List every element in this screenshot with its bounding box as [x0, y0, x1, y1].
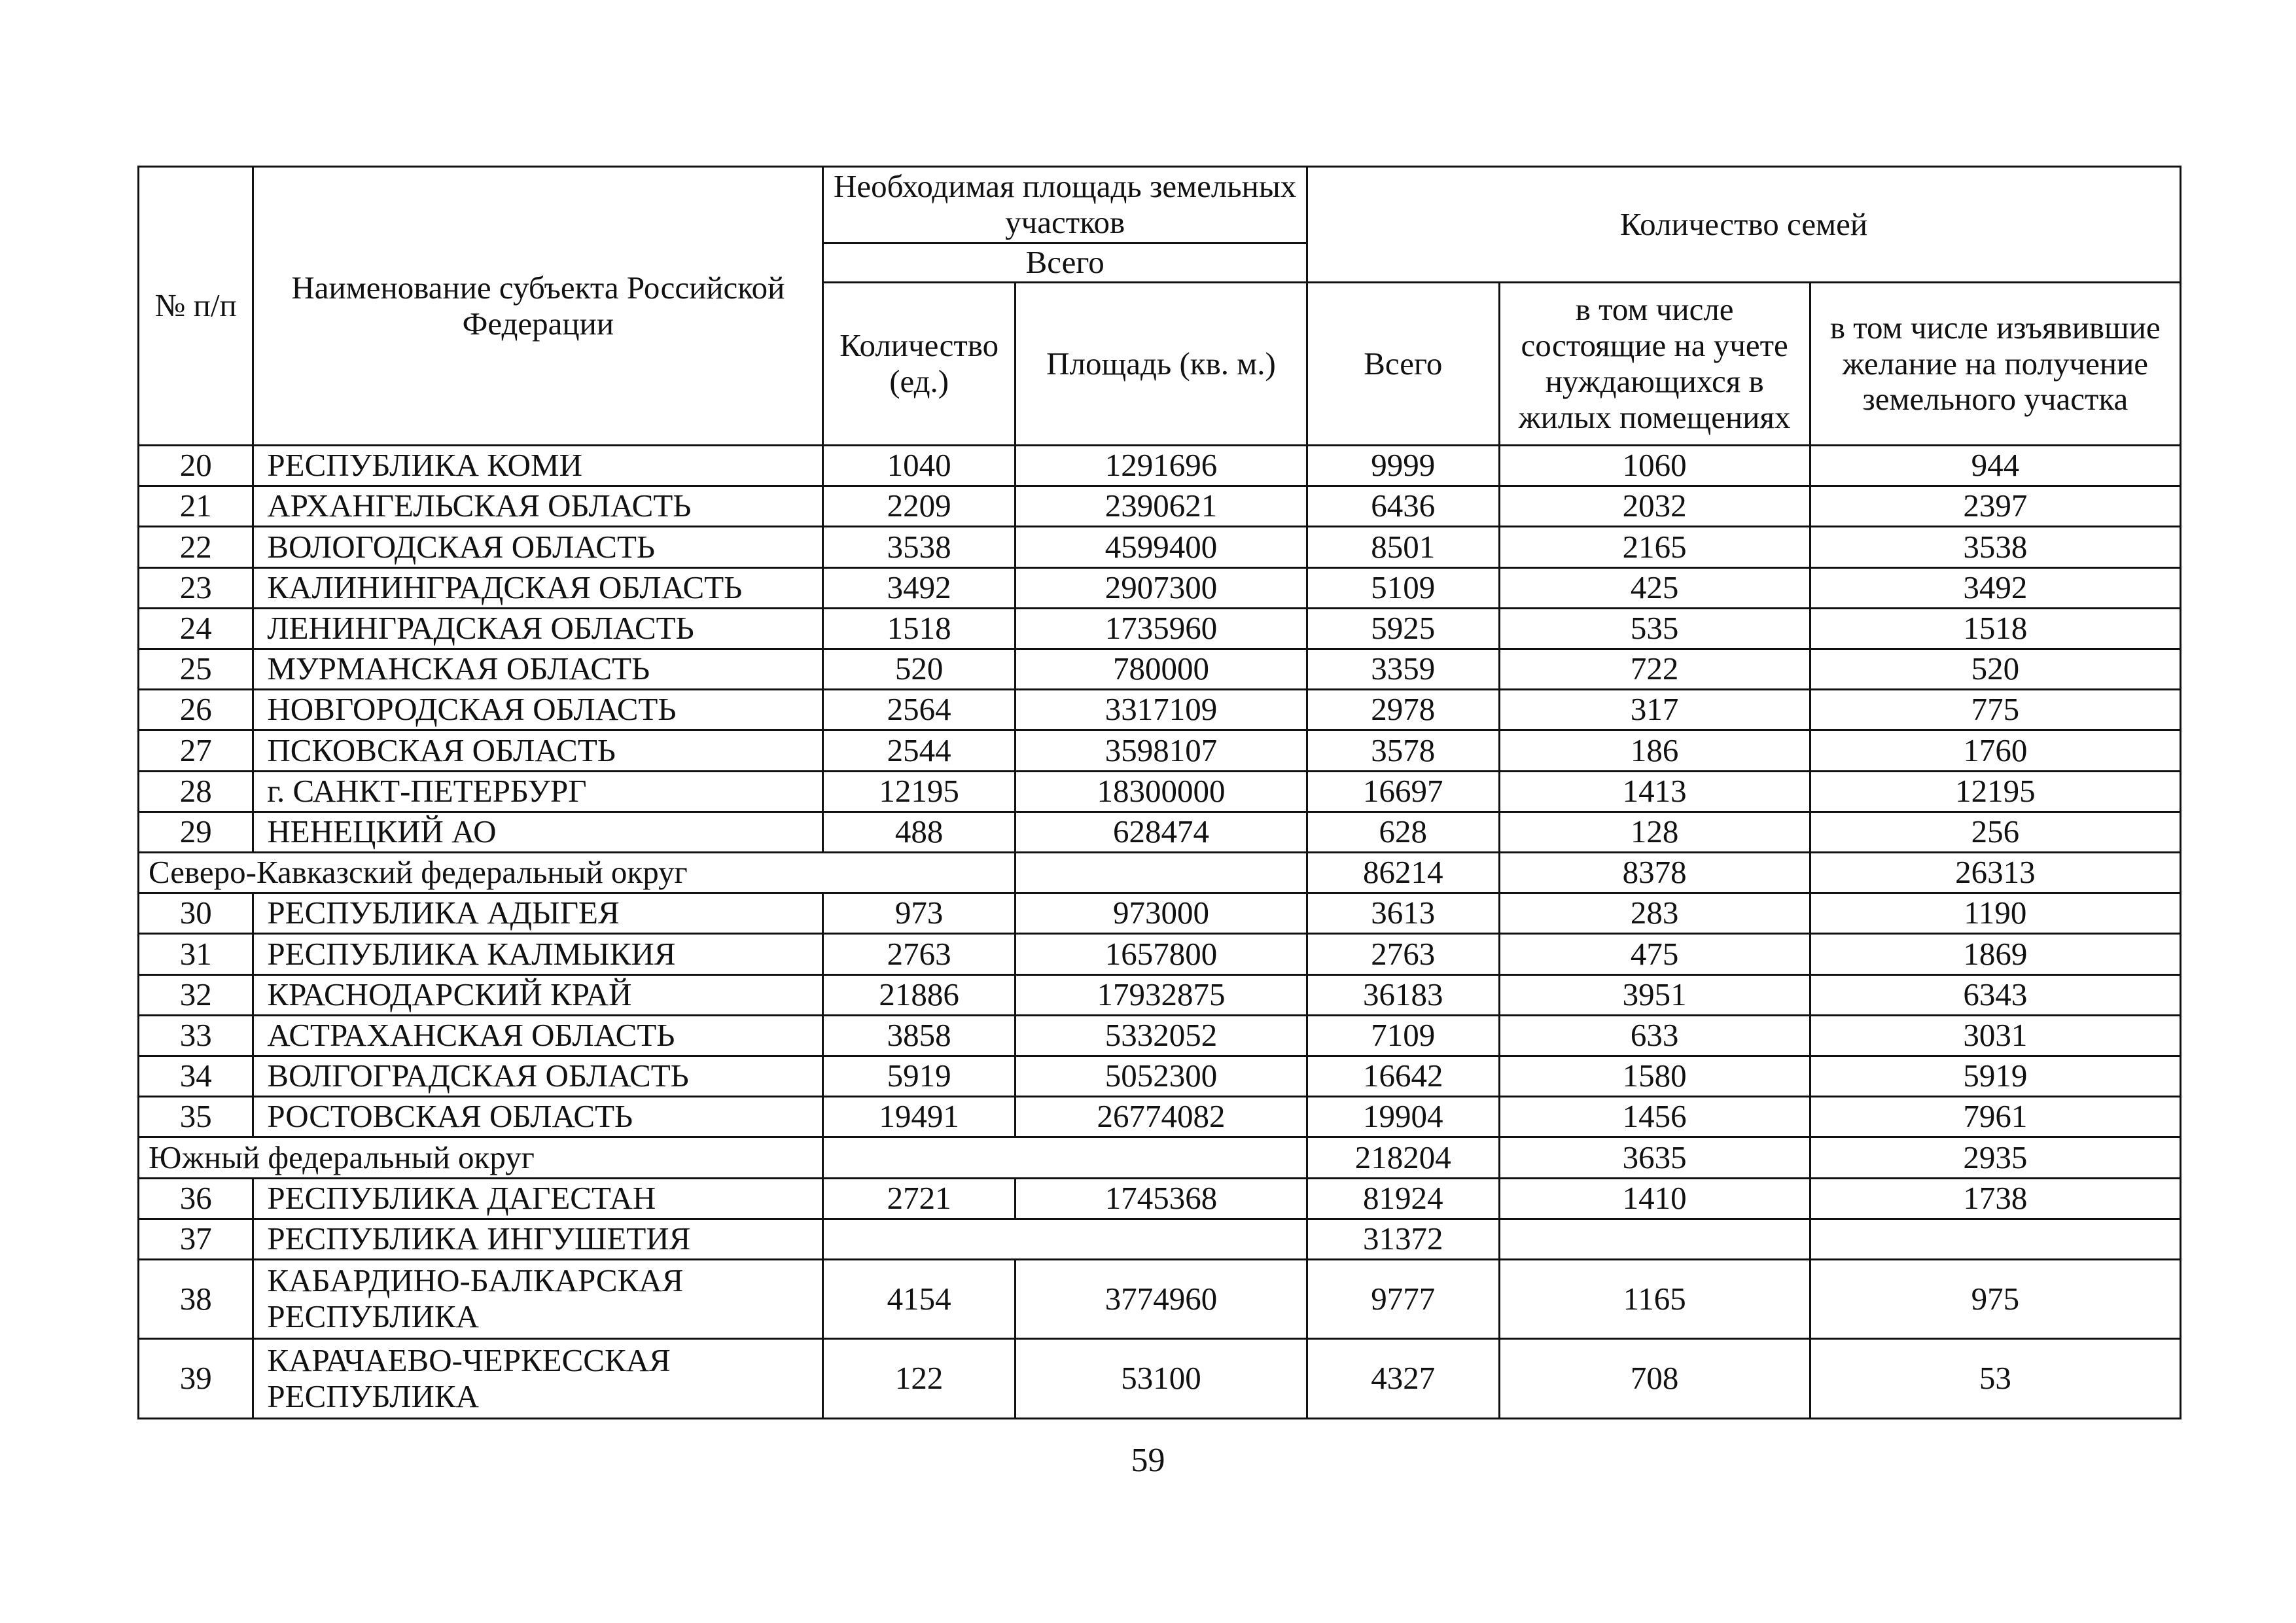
families-wishing-cell: 53 [1810, 1339, 2180, 1419]
area-count-cell: 2763 [823, 934, 1016, 974]
families-registered-cell: 535 [1499, 608, 1810, 649]
region-name-cell: ПСКОВСКАЯ ОБЛАСТЬ [253, 730, 823, 771]
families-wishing-cell: 3031 [1810, 1015, 2180, 1056]
families-total-cell: 3578 [1307, 730, 1499, 771]
region-name-cell: КРАСНОДАРСКИЙ КРАЙ [253, 974, 823, 1015]
region-name-cell: РЕСПУБЛИКА ДАГЕСТАН [253, 1178, 823, 1219]
region-name-cell: РЕСПУБЛИКА АДЫГЕЯ [253, 893, 823, 934]
area-count-cell: 1518 [823, 608, 1016, 649]
families-total-cell: 3359 [1307, 649, 1499, 690]
region-name-cell: ВОЛГОГРАДСКАЯ ОБЛАСТЬ [253, 1056, 823, 1097]
table-row [139, 730, 2181, 771]
row-number-cell: 37 [139, 1219, 253, 1259]
families-wishing-cell [1810, 1219, 2180, 1259]
area-count-cell: 488 [823, 812, 1016, 852]
table-row [139, 934, 2181, 974]
families-total-cell: 6436 [1307, 486, 1499, 527]
families-total-cell: 86214 [1307, 853, 1499, 893]
families-wishing-cell: 3538 [1810, 527, 2180, 567]
families-total-cell: 31372 [1307, 1219, 1499, 1259]
table-row [139, 1056, 2181, 1097]
area-count-cell: 4154 [823, 1260, 1016, 1339]
families-wishing-cell: 6343 [1810, 974, 2180, 1015]
area-sqm-cell: 2907300 [1015, 567, 1307, 608]
table-row [139, 527, 2181, 567]
row-number-cell: 20 [139, 446, 253, 486]
header-families-wishing: в том числе изъявившие желание на получение земельного участка [1810, 283, 2180, 446]
page-number: 59 [1131, 1442, 1165, 1479]
table-row [139, 486, 2181, 527]
families-total-cell: 8501 [1307, 527, 1499, 567]
families-registered-cell: 425 [1499, 567, 1810, 608]
families-wishing-cell: 2397 [1810, 486, 2180, 527]
area-sqm-cell: 5052300 [1015, 1056, 1307, 1097]
header-area-total: Всего [823, 243, 1307, 283]
table-row [139, 1015, 2181, 1056]
families-wishing-cell: 2935 [1810, 1137, 2180, 1178]
section-area-empty [1015, 853, 1307, 893]
families-total-cell: 5109 [1307, 567, 1499, 608]
families-registered-cell: 1410 [1499, 1178, 1810, 1219]
families-registered-cell: 722 [1499, 649, 1810, 690]
families-wishing-cell: 3492 [1810, 567, 2180, 608]
table-row [139, 1260, 2181, 1339]
area-sqm-cell: 628474 [1015, 812, 1307, 852]
area-sqm-cell: 3598107 [1015, 730, 1307, 771]
area-sqm-cell: 17932875 [1015, 974, 1307, 1015]
row-number-cell: 31 [139, 934, 253, 974]
families-total-cell: 16642 [1307, 1056, 1499, 1097]
families-total-cell: 16697 [1307, 771, 1499, 812]
header-families-total: Всего [1307, 283, 1499, 446]
families-wishing-cell: 5919 [1810, 1056, 2180, 1097]
area-count-cell: 5919 [823, 1056, 1016, 1097]
area-count-cell: 520 [823, 649, 1016, 690]
families-wishing-cell: 1760 [1810, 730, 2180, 771]
table-row [139, 690, 2181, 730]
area-count-cell: 2564 [823, 690, 1016, 730]
families-registered-cell: 1413 [1499, 771, 1810, 812]
families-total-cell: 19904 [1307, 1097, 1499, 1137]
families-total-cell: 2763 [1307, 934, 1499, 974]
row-number-cell: 24 [139, 608, 253, 649]
area-sqm-cell: 3774960 [1015, 1260, 1307, 1339]
area-count-cell: 3492 [823, 567, 1016, 608]
families-wishing-cell: 1190 [1810, 893, 2180, 934]
header-area-sqm: Площадь (кв. м.) [1015, 283, 1307, 446]
families-wishing-cell: 256 [1810, 812, 2180, 852]
header-area-count: Количество (ед.) [823, 283, 1016, 446]
header-families-registered: в том числе состоящие на учете нуждающихся в жилых помещениях [1499, 283, 1810, 446]
region-name-cell: КАРАЧАЕВО-ЧЕРКЕССКАЯ РЕСПУБЛИКА [253, 1339, 823, 1419]
families-registered-cell: 2032 [1499, 486, 1810, 527]
row-number-cell: 36 [139, 1178, 253, 1219]
region-name-cell: РЕСПУБЛИКА КАЛМЫКИЯ [253, 934, 823, 974]
families-registered-cell: 1165 [1499, 1260, 1810, 1339]
families-wishing-cell: 975 [1810, 1260, 2180, 1339]
region-name-cell: НЕНЕЦКИЙ АО [253, 812, 823, 852]
families-total-cell: 628 [1307, 812, 1499, 852]
families-registered-cell: 1060 [1499, 446, 1810, 486]
row-number-cell: 32 [139, 974, 253, 1015]
region-name-cell: КАБАРДИНО-БАЛКАРСКАЯ РЕСПУБЛИКА [253, 1260, 823, 1339]
region-name-cell: ЛЕНИНГРАДСКАЯ ОБЛАСТЬ [253, 608, 823, 649]
header-name: Наименование субъекта Российской Федерации [253, 167, 823, 446]
families-total-cell: 7109 [1307, 1015, 1499, 1056]
families-wishing-cell: 775 [1810, 690, 2180, 730]
area-sqm-cell: 2390621 [1015, 486, 1307, 527]
families-wishing-cell: 1869 [1810, 934, 2180, 974]
table-row [139, 1219, 2181, 1259]
region-name-cell: г. САНКТ-ПЕТЕРБУРГ [253, 771, 823, 812]
row-number-cell: 21 [139, 486, 253, 527]
header-families-group: Количество семей [1307, 167, 2180, 283]
row-number-cell: 25 [139, 649, 253, 690]
families-total-cell: 9777 [1307, 1260, 1499, 1339]
families-wishing-cell: 1738 [1810, 1178, 2180, 1219]
row-number-cell: 34 [139, 1056, 253, 1097]
families-wishing-cell: 944 [1810, 446, 2180, 486]
table-row [139, 1097, 2181, 1137]
section-name: Южный федеральный округ [139, 1137, 823, 1178]
row-number-cell: 35 [139, 1097, 253, 1137]
row-number-cell: 26 [139, 690, 253, 730]
row-number-cell: 27 [139, 730, 253, 771]
area-count-cell: 2544 [823, 730, 1016, 771]
area-sqm-cell: 53100 [1015, 1339, 1307, 1419]
families-registered-cell: 633 [1499, 1015, 1810, 1056]
header-area-group: Необходимая площадь земельных участков [823, 167, 1307, 243]
region-name-cell: КАЛИНИНГРАДСКАЯ ОБЛАСТЬ [253, 567, 823, 608]
table-row [139, 608, 2181, 649]
area-sqm-cell: 780000 [1015, 649, 1307, 690]
area-count-cell: 2209 [823, 486, 1016, 527]
table-row [139, 974, 2181, 1015]
table-row [139, 446, 2181, 486]
row-number-cell: 22 [139, 527, 253, 567]
table-row [139, 1178, 2181, 1219]
area-sqm-cell: 4599400 [1015, 527, 1307, 567]
row-number-cell: 28 [139, 771, 253, 812]
area-sqm-cell: 3317109 [1015, 690, 1307, 730]
row-number-cell: 33 [139, 1015, 253, 1056]
area-count-cell: 1040 [823, 446, 1016, 486]
families-registered-cell [1499, 1219, 1810, 1259]
row-number-cell: 23 [139, 567, 253, 608]
area-count-cell: 3858 [823, 1015, 1016, 1056]
families-registered-cell: 1456 [1499, 1097, 1810, 1137]
region-name-cell: АСТРАХАНСКАЯ ОБЛАСТЬ [253, 1015, 823, 1056]
families-registered-cell: 3635 [1499, 1137, 1810, 1178]
families-registered-cell: 708 [1499, 1339, 1810, 1419]
table-row [139, 893, 2181, 934]
section-row [139, 1137, 2181, 1178]
families-registered-cell: 317 [1499, 690, 1810, 730]
header-num: № п/п [139, 167, 253, 446]
area-count-cell: 973 [823, 893, 1016, 934]
families-registered-cell: 283 [1499, 893, 1810, 934]
families-wishing-cell: 12195 [1810, 771, 2180, 812]
row-number-cell: 39 [139, 1339, 253, 1419]
area-sqm-cell: 18300000 [1015, 771, 1307, 812]
families-total-cell: 9999 [1307, 446, 1499, 486]
row-number-cell: 29 [139, 812, 253, 852]
section-area-empty [823, 1137, 1307, 1178]
families-registered-cell: 2165 [1499, 527, 1810, 567]
families-registered-cell: 8378 [1499, 853, 1810, 893]
region-name-cell: РЕСПУБЛИКА КОМИ [253, 446, 823, 486]
families-total-cell: 36183 [1307, 974, 1499, 1015]
area-count-cell: 21886 [823, 974, 1016, 1015]
families-wishing-cell: 1518 [1810, 608, 2180, 649]
row-number-cell: 38 [139, 1260, 253, 1339]
area-empty-cell [823, 1219, 1307, 1259]
area-sqm-cell: 973000 [1015, 893, 1307, 934]
region-name-cell: МУРМАНСКАЯ ОБЛАСТЬ [253, 649, 823, 690]
families-registered-cell: 3951 [1499, 974, 1810, 1015]
table-body [139, 446, 2181, 1419]
families-wishing-cell: 7961 [1810, 1097, 2180, 1137]
families-wishing-cell: 520 [1810, 649, 2180, 690]
area-count-cell: 3538 [823, 527, 1016, 567]
area-sqm-cell: 26774082 [1015, 1097, 1307, 1137]
families-registered-cell: 475 [1499, 934, 1810, 974]
area-count-cell: 12195 [823, 771, 1016, 812]
area-count-cell: 122 [823, 1339, 1016, 1419]
area-sqm-cell: 1745368 [1015, 1178, 1307, 1219]
land-plots-table [137, 166, 2181, 1419]
table-row [139, 1339, 2181, 1419]
region-name-cell: РОСТОВСКАЯ ОБЛАСТЬ [253, 1097, 823, 1137]
table-row [139, 812, 2181, 852]
area-sqm-cell: 5332052 [1015, 1015, 1307, 1056]
families-registered-cell: 128 [1499, 812, 1810, 852]
region-name-cell: АРХАНГЕЛЬСКАЯ ОБЛАСТЬ [253, 486, 823, 527]
table-row [139, 649, 2181, 690]
section-row [139, 853, 2181, 893]
table-header [139, 167, 2181, 446]
area-count-cell: 2721 [823, 1178, 1016, 1219]
area-count-cell: 19491 [823, 1097, 1016, 1137]
families-total-cell: 4327 [1307, 1339, 1499, 1419]
section-name: Северо-Кавказский федеральный округ [139, 853, 1016, 893]
families-wishing-cell: 26313 [1810, 853, 2180, 893]
families-total-cell: 3613 [1307, 893, 1499, 934]
row-number-cell: 30 [139, 893, 253, 934]
region-name-cell: НОВГОРОДСКАЯ ОБЛАСТЬ [253, 690, 823, 730]
table-row [139, 567, 2181, 608]
region-name-cell: ВОЛОГОДСКАЯ ОБЛАСТЬ [253, 527, 823, 567]
table-row [139, 771, 2181, 812]
area-sqm-cell: 1735960 [1015, 608, 1307, 649]
region-name-cell: РЕСПУБЛИКА ИНГУШЕТИЯ [253, 1219, 823, 1259]
families-total-cell: 5925 [1307, 608, 1499, 649]
area-sqm-cell: 1291696 [1015, 446, 1307, 486]
families-total-cell: 81924 [1307, 1178, 1499, 1219]
families-total-cell: 2978 [1307, 690, 1499, 730]
families-total-cell: 218204 [1307, 1137, 1499, 1178]
families-registered-cell: 186 [1499, 730, 1810, 771]
families-registered-cell: 1580 [1499, 1056, 1810, 1097]
area-sqm-cell: 1657800 [1015, 934, 1307, 974]
